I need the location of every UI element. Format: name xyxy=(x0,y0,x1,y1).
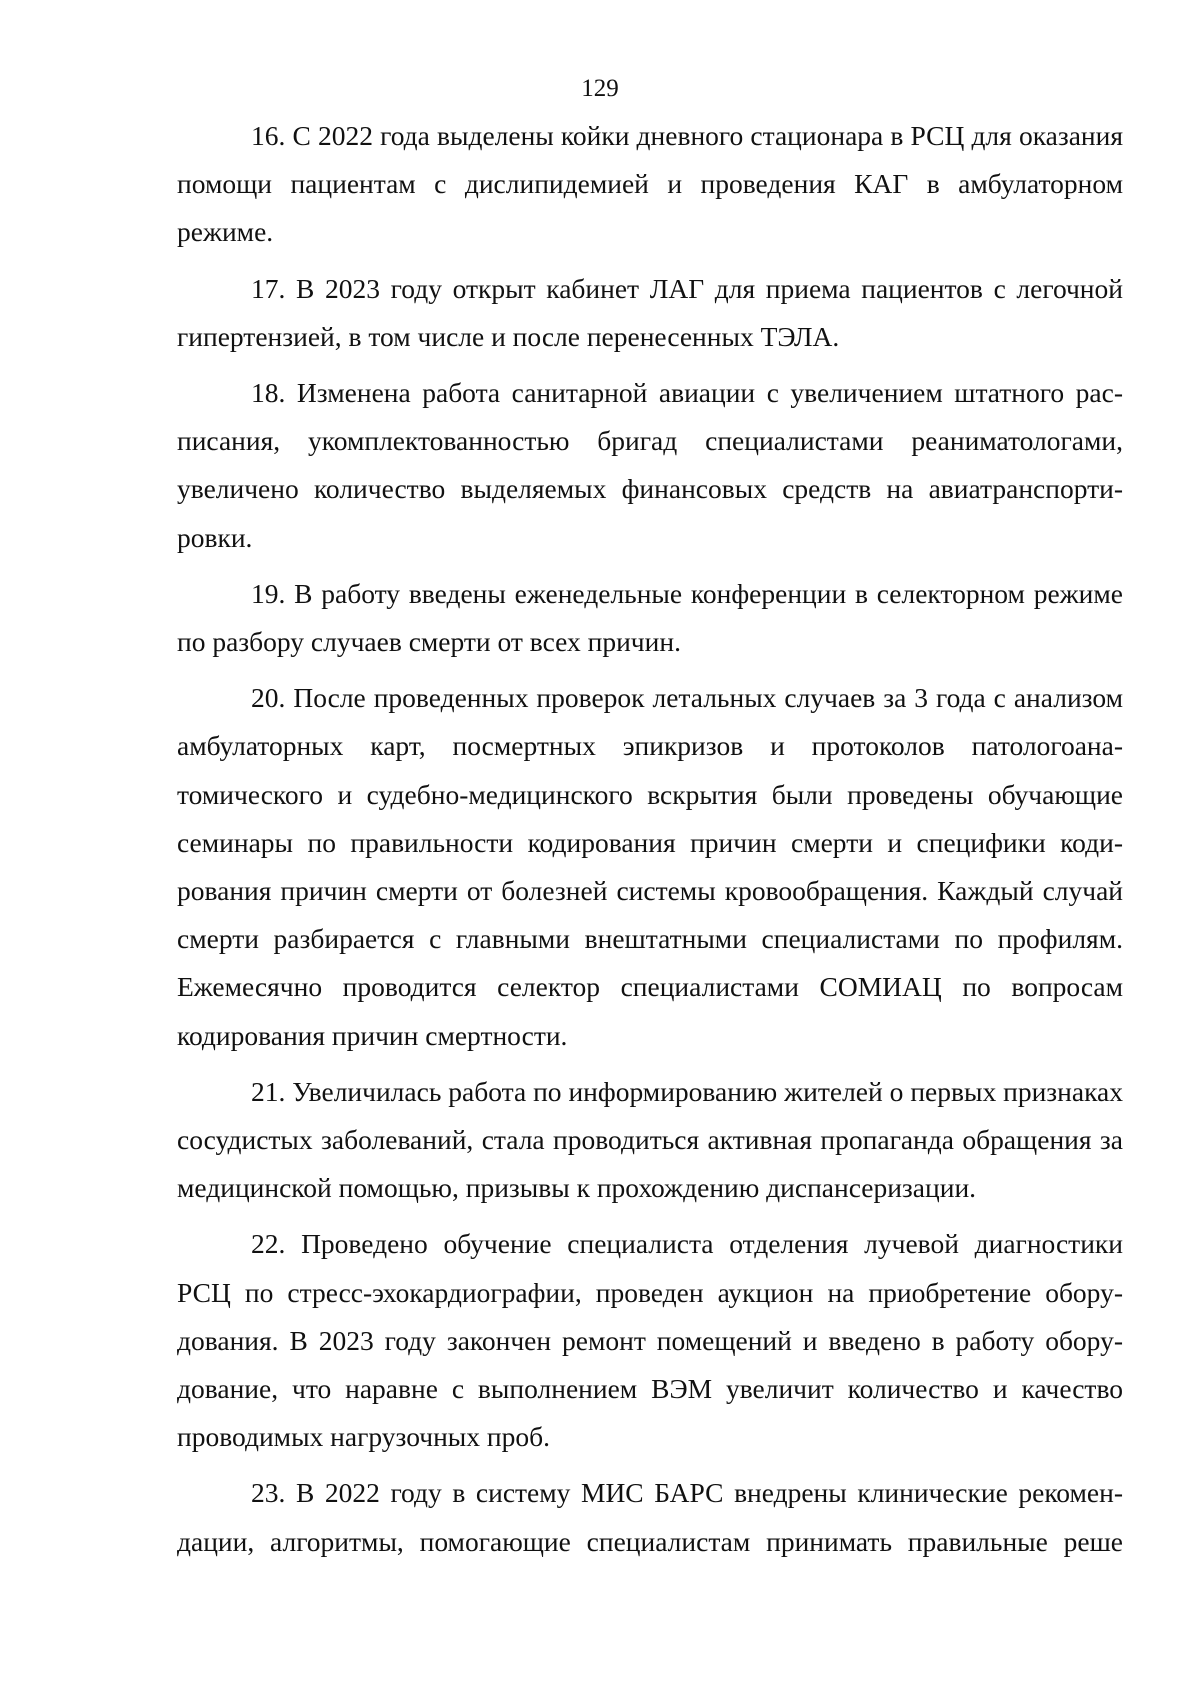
paragraph-17: 17. В 2023 году открыт кабинет ЛАГ для приема пациентов с легочной гипертензией, в том числе и после перенесенных ТЭЛА. xyxy=(177,272,1123,352)
paragraph-21: 21. Увеличилась работа по информированию жителей о первых признаках сосудистых заболеваний, стала проводиться активная пропаганда обращения за медицинской помощью, призывы к прохождению диспансеризации. xyxy=(177,1075,1123,1204)
paragraph-22: 22. Проведено обучение специалиста отделения лучевой диагностики РСЦ по стресс-эхокардиографии, проведен аукцион на приобретение оборудования. В 2023 году закончен ремонт помещений и введено в работу оборудование, что наравне с выполнением ВЭМ увеличит количество и качество проводимых нагрузочных проб. xyxy=(177,1228,1123,1453)
paragraph-23: 23. В 2022 году в систему МИС БАРС внедрены клинические рекомендации, алгоритмы, помогающие специалистам принимать правильные реше xyxy=(177,1477,1123,1557)
paragraph-16: 16. С 2022 года выделены койки дневного стационара в РСЦ для оказания помощи пациентам с дислипидемией и проведения КАГ в амбулаторном режиме. xyxy=(177,120,1123,248)
paragraph-20: 20. После проведенных проверок летальных случаев за 3 года с анализом амбулаторных карт, посмертных эпикризов и протоколов патологоанатомического и судебно-медицинского вскрытия были проведены обучающие семинары по правильности кодирования причин смерти и специфики кодирования причин смерти от болезней системы кровообращения. Каждый случай смерти разбирается с главными внештатными специалистами по профилям. Ежемесячно проводится селектор специалистами СОМИАЦ по вопросам кодирования причин смертности. xyxy=(177,682,1123,1051)
paragraph-18: 18. Изменена работа санитарной авиации с увеличением штатного расписания, укомплектованностью бригад специалистами реаниматологами, увеличено количество выделяемых финансовых средств на авиатранспортировки. xyxy=(177,377,1123,553)
page-number: 129 xyxy=(581,75,619,102)
paragraph-19: 19. В работу введены еженедельные конференции в селекторном режиме по разбору случаев смерти от всех причин. xyxy=(177,577,1123,658)
body-text xyxy=(177,112,1123,1574)
